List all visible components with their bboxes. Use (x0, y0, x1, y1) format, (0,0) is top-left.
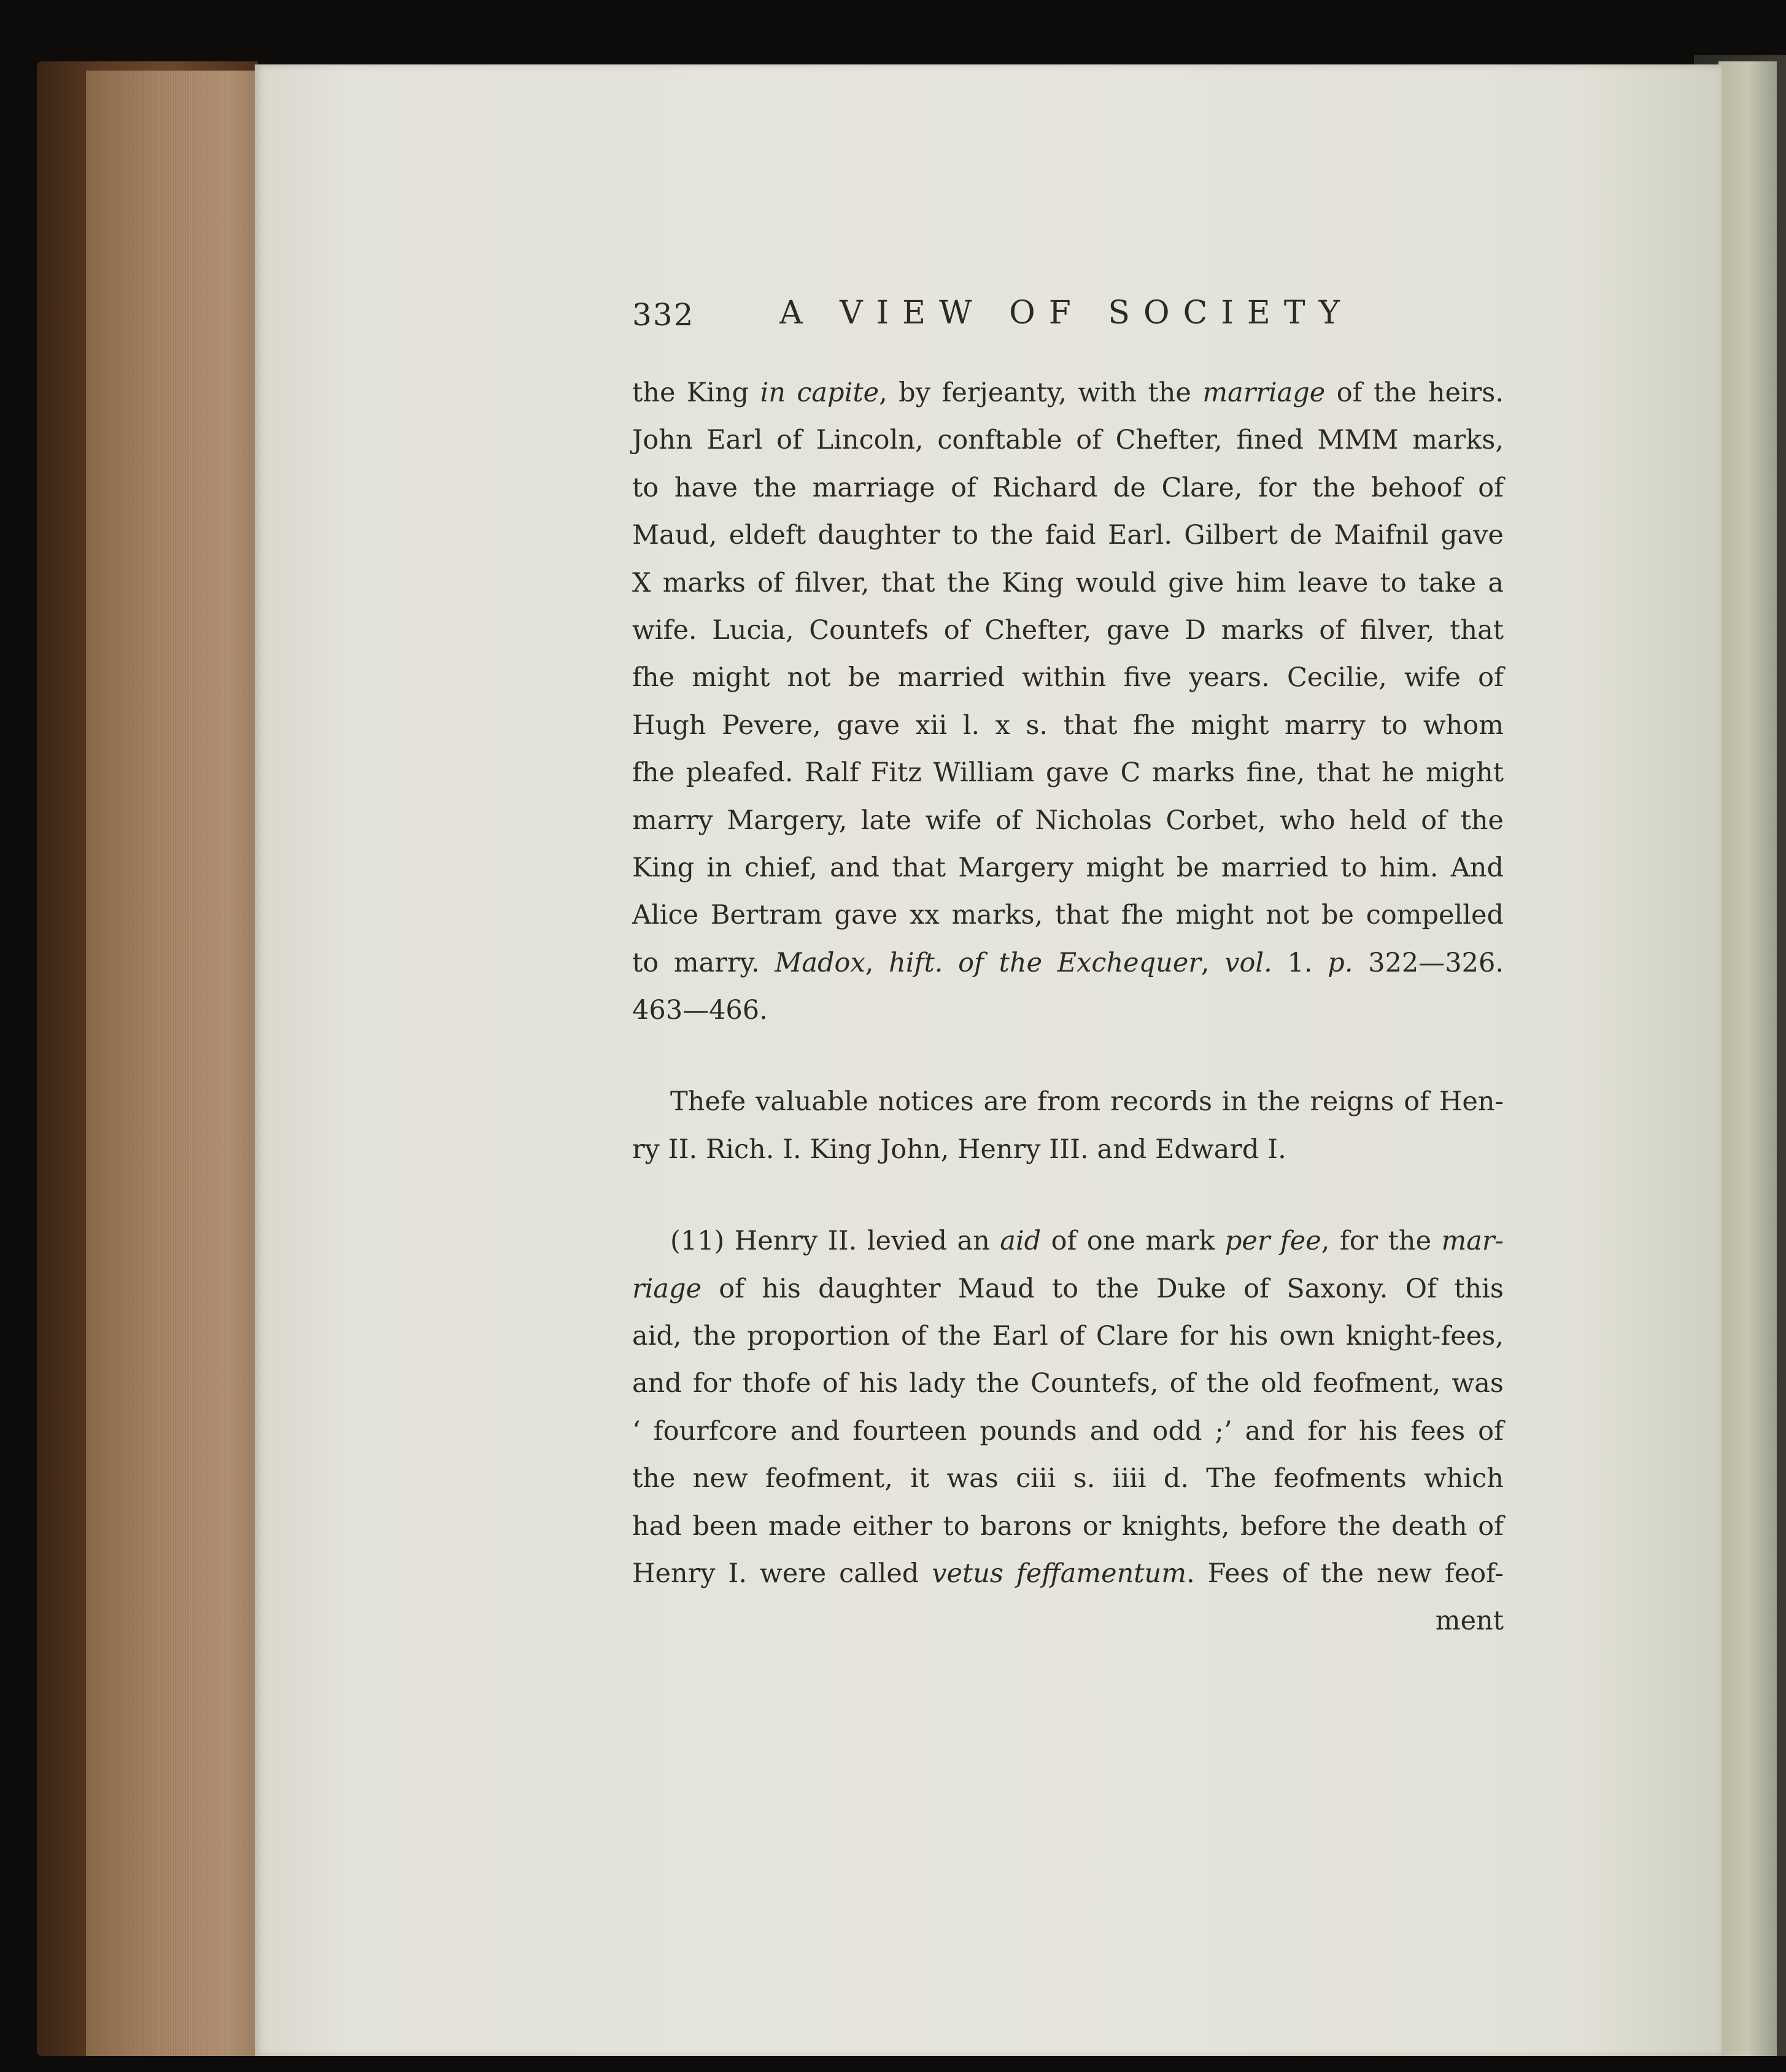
paragraph-2 (632, 1078, 1504, 1173)
text-line: Hugh Pevere, gave xii l. x s. that fhe might marry to whom (632, 709, 1504, 741)
text-line: fhe pleafed. Ralf Fitz William gave C marks fine, that he might (632, 757, 1504, 789)
text-line: Thefe valuable notices are from records in the reigns of Hen- (670, 1086, 1504, 1118)
text-line: had been made either to barons or knights, before the death of (632, 1510, 1504, 1542)
text-line: (11) Henry II. levied an aid of one mark per fee, for the mar- (670, 1226, 1504, 1257)
italic-text: marriage (1202, 377, 1326, 408)
text-line: X marks of filver, that the King would give him leave to take a (632, 567, 1504, 598)
text-line: 463—466. (632, 995, 768, 1026)
facing-page-edge (1718, 61, 1777, 2056)
page-block-edges (86, 71, 264, 2056)
italic-text: vetus feffamentum (932, 1558, 1187, 1589)
text-line: wife. Lucia, Countefs of Chefter, gave D marks of filver, that (632, 614, 1504, 646)
text-line: Maud, eldeft daughter to the faid Earl. Gilbert de Maifnil gave (632, 520, 1504, 551)
page-number: 332 (632, 297, 695, 333)
text-line: and for thofe of his lady the Countefs, of the old feofment, was (632, 1368, 1504, 1399)
text-line: aid, the proportion of the Earl of Clare for his own knight-fees, (632, 1321, 1504, 1352)
text-line: the King in capite, by ferjeanty, with the marriage of the heirs. (632, 377, 1504, 408)
text-line: the new feofment, it was ciii s. iiii d. The feofments which (632, 1463, 1504, 1494)
text-line: ‘ fourfcore and fourteen pounds and odd ;’ and for his fees of (632, 1415, 1504, 1447)
italic-text: vol. (1224, 947, 1272, 978)
page-text (632, 288, 1504, 1645)
text-line: Alice Bertram gave xx marks, that fhe might not be compelled (632, 900, 1504, 931)
italic-text: Madox (775, 947, 865, 978)
text-line: Henry I. were called vetus feffamentum. Fees of the new feof- (632, 1558, 1504, 1589)
running-head (632, 288, 1504, 344)
text-line: marry Margery, late wife of Nicholas Corbet, who held of the (632, 805, 1504, 836)
italic-text: hift. of the Exchequer (889, 947, 1201, 978)
catchword: ment (1435, 1606, 1504, 1637)
italic-text: per fee (1224, 1226, 1321, 1257)
text-line: fhe might not be married within five years. Cecilie, wife of (632, 662, 1504, 694)
text-line: ry II. Rich. I. King John, Henry III. and Edward I. (632, 1134, 1286, 1165)
italic-text: in capite (760, 377, 879, 408)
italic-text: p. (1328, 947, 1353, 978)
text-line: to marry. Madox, hift. of the Exchequer, vol. 1. p. 322—326. (632, 947, 1504, 978)
text-line: John Earl of Lincoln, conftable of Chefter, fined MMM marks, (632, 425, 1504, 456)
text-line: to have the marriage of Richard de Clare, for the behoof of (632, 472, 1504, 503)
paragraph-1 (632, 369, 1504, 1034)
text-line: riage of his daughter Maud to the Duke of Saxony. Of this (632, 1273, 1504, 1304)
italic-text: riage (632, 1273, 702, 1304)
italic-text: aid (1000, 1226, 1042, 1257)
italic-text: mar- (1441, 1226, 1504, 1257)
running-title: A VIEW OF SOCIETY (779, 295, 1353, 331)
text-line: King in chief, and that Margery might be married to him. And (632, 852, 1504, 883)
paragraph-3 (632, 1218, 1504, 1598)
